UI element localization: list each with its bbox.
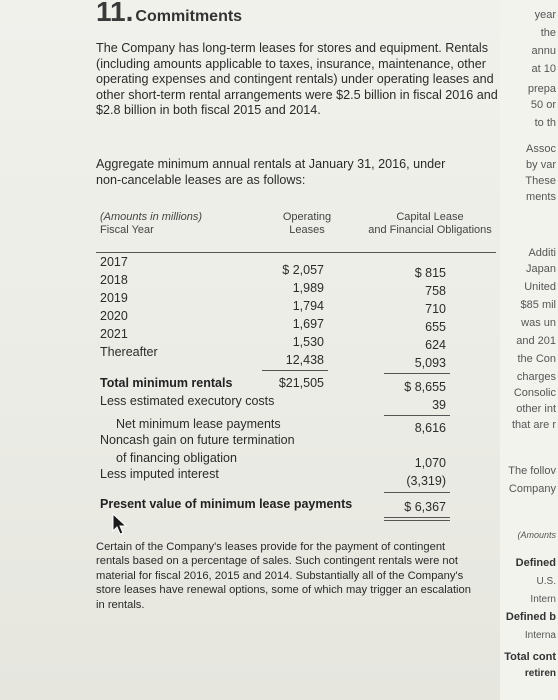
operating-value: 1,989 [292,281,324,295]
contingent-paragraph [96,540,506,612]
intro-paragraph [96,41,506,119]
clipped-text: Intern [530,594,556,605]
noncash-gain-value: 1,070 [414,456,446,470]
header-line: Capital Lease [396,211,464,223]
clipped-text: United [524,281,556,293]
clipped-text: ments [526,191,556,203]
mouse-cursor-icon [112,513,128,540]
section-number: 11. [96,0,134,27]
clipped-text: Total cont [504,651,556,663]
year-label: 2021 [100,327,128,341]
header-rule [96,252,496,253]
clipped-text: charges [516,371,556,383]
paragraph-line: Certain of the Company's leases provide for the payment of contingent [96,541,446,553]
clipped-text: $85 mil [520,299,556,311]
clipped-text: retiren [524,668,556,679]
clipped-text: U.S. [536,576,556,587]
paragraph-line: other short-term rental arrangements were $2.5 billion in fiscal 2016 and [96,87,498,102]
present-value-label: Present value of minimum lease payments [100,497,353,511]
total-capital-value: $ 8,655 [404,380,446,394]
paragraph-line: material for fiscal 2016, 2015 and 2014. Substantially all of the Company's [96,569,464,582]
clipped-text: by var [526,159,556,171]
executory-rule [384,415,450,416]
present-value-value: $ 6,367 [404,500,446,514]
clipped-text: year [534,9,556,21]
capital-total-rule [384,373,450,374]
net-minimum-value: 8,616 [414,421,446,435]
clipped-text: to th [534,117,556,129]
paragraph-line: (including amounts applicable to taxes, insurance, maintenance, other [96,56,486,71]
noncash-gain-label: Noncash gain on future termination [100,433,295,447]
clipped-text: that are r [511,419,556,431]
clipped-text: 50 or [530,99,556,111]
clipped-text: annu [531,45,556,57]
header-line: Leases [289,224,325,236]
operating-value: 1,794 [292,299,324,313]
executory-costs-value: 39 [432,398,446,412]
capital-value: 5,093 [414,356,446,370]
clipped-text: Defined [515,557,556,569]
capital-value: $ 815 [414,266,446,280]
clipped-text: prepa [527,83,556,95]
year-label: 2019 [100,291,128,305]
year-label: 2017 [100,255,128,269]
clipped-text: Defined b [505,611,556,623]
net-minimum-label: Net minimum lease payments [116,417,281,431]
imputed-interest-label: Less imputed interest [100,467,219,481]
header-line: and Financial Obligations [368,224,492,236]
clipped-text: the Con [517,353,556,365]
clipped-text: other int [516,403,556,415]
paragraph-line: store leases have renewal options, some of which may trigger an escalation [96,584,471,597]
clipped-text: Japan [526,263,556,275]
clipped-text: Assoc [526,143,556,155]
section-heading [96,0,242,28]
total-minimum-rentals-label: Total minimum rentals [100,376,233,390]
operating-total-rule [262,370,328,371]
year-label: Thereafter [100,345,158,359]
table-units-label: (Amounts in millions) [100,211,203,223]
noncash-gain-label-line2: of financing obligation [116,451,237,465]
header-line: Operating [282,211,332,223]
table-fiscal-year-header: Fiscal Year [100,224,154,236]
paragraph-line: $2.8 billion in both fiscal 2015 and 2014. [96,103,321,118]
clipped-text: The follov [508,465,556,477]
imputed-rule [384,492,450,493]
paragraph-line: in rentals. [96,598,145,611]
table-operating-header [276,211,338,237]
pv-rule-2 [384,520,450,521]
operating-value: $ 2,057 [282,263,324,277]
total-operating-value: $21,505 [278,376,324,390]
clipped-text: and 201 [516,335,556,347]
capital-value: 710 [425,302,446,316]
capital-value: 624 [425,338,446,352]
clipped-text: (Amounts [517,530,556,540]
capital-value: 655 [425,320,446,334]
section-title: Commitments [135,8,243,25]
clipped-text: was un [521,317,556,329]
clipped-text: the [540,27,556,39]
clipped-text: Consolic [513,387,556,399]
clipped-text: Additi [528,247,556,259]
operating-value: 1,697 [292,317,324,331]
operating-value: 1,530 [292,335,324,349]
year-label: 2020 [100,309,128,323]
aggregate-paragraph [96,157,506,188]
paragraph-line: rentals based on a percentage of sales. Such contingent rentals were not [96,555,458,568]
clipped-text: These [525,175,556,187]
clipped-text: Company [508,483,556,495]
clipped-text: Interna [524,630,556,641]
paragraph-line: operating expenses and contingent rentals) under operating leases and [96,72,494,87]
paragraph-line: The Company has long-term leases for stores and equipment. Rentals [96,41,489,55]
adjacent-column-clipped [500,0,558,700]
capital-value: 758 [425,284,446,298]
operating-value: 12,438 [285,353,324,367]
paragraph-line: non-cancelable leases are as follows: [96,172,306,187]
pv-rule-1 [384,517,450,518]
table-capital-header [366,211,494,237]
imputed-interest-value: (3,319) [406,474,446,488]
paragraph-line: Aggregate minimum annual rentals at January 31, 2016, under [96,157,446,171]
clipped-text: at 10 [531,63,556,75]
executory-costs-label: Less estimated executory costs [100,394,275,408]
year-label: 2018 [100,273,128,287]
